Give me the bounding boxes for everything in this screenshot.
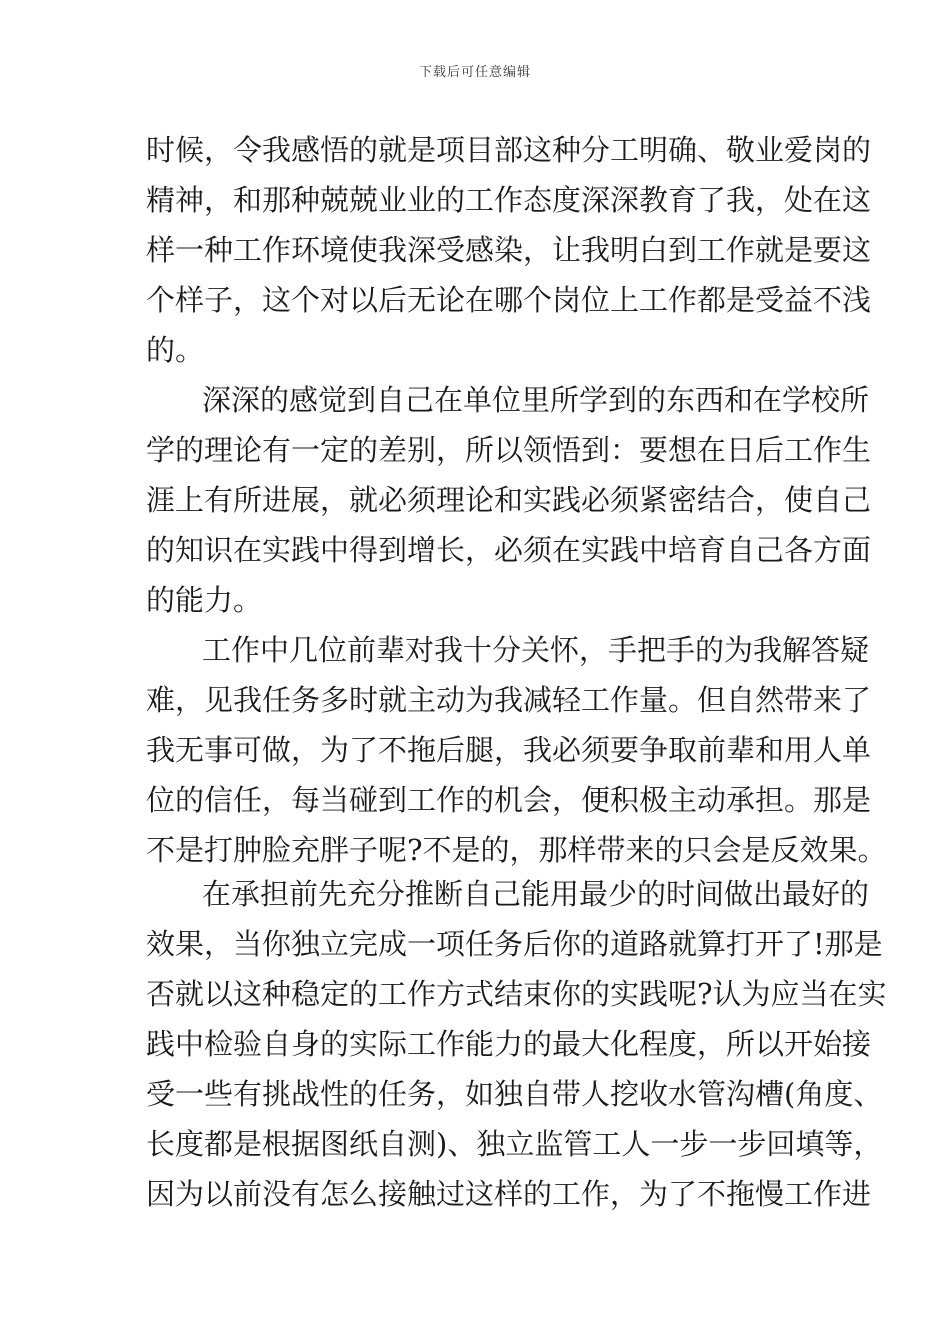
text-line: 不是打肿脸充胖子呢?不是的，那样带来的只会是反效果。 [146,833,887,867]
text-line: 践中检验自身的实际工作能力的最大化程度，所以开始接 [146,1027,872,1061]
text-line: 受一些有挑战性的任务，如独自带人挖收水管沟槽(角度、 [146,1077,883,1111]
text-line: 难，见我任务多时就主动为我减轻工作量。但自然带来了 [146,683,872,717]
text-line: 深深的感觉到自己在单位里所学到的东西和在学校所 [202,383,870,417]
text-line: 位的信任，每当碰到工作的机会，便积极主动承担。那是 [146,783,872,817]
text-line: 的。 [146,333,205,367]
text-line: 在承担前先充分推断自己能用最少的时间做出最好的 [202,877,870,911]
text-line: 涯上有所进展，就必须理论和实践必须紧密结合，使自己 [146,483,872,517]
text-line: 个样子，这个对以后无论在哪个岗位上工作都是受益不浅 [146,283,872,317]
text-line: 学的理论有一定的差别，所以领悟到：要想在日后工作生 [146,433,872,467]
text-line: 否就以这种稳定的工作方式结束你的实践呢?认为应当在实 [146,977,887,1011]
text-line: 精神，和那种兢兢业业的工作态度深深教育了我，处在这 [146,183,872,217]
text-line: 样一种工作环境使我深受感染，让我明白到工作就是要这 [146,233,872,267]
text-line: 我无事可做，为了不拖后腿，我必须要争取前辈和用人单 [146,733,872,767]
text-line: 的能力。 [146,583,263,617]
text-line: 时候，令我感悟的就是项目部这种分工明确、敬业爱岗的 [146,133,872,167]
text-line: 长度都是根据图纸自测)、独立监管工人一步一步回填等， [146,1127,883,1161]
page-header: 下载后可任意编辑 [418,65,531,80]
text-line: 效果，当你独立完成一项任务后你的道路就算打开了!那是 [146,927,883,961]
text-line: 的知识在实践中得到增长，必须在实践中培育自己各方面 [146,533,872,567]
text-line: 工作中几位前辈对我十分关怀，手把手的为我解答疑 [202,633,870,667]
text-line: 因为以前没有怎么接触过这样的工作，为了不拖慢工作进 [146,1177,872,1211]
